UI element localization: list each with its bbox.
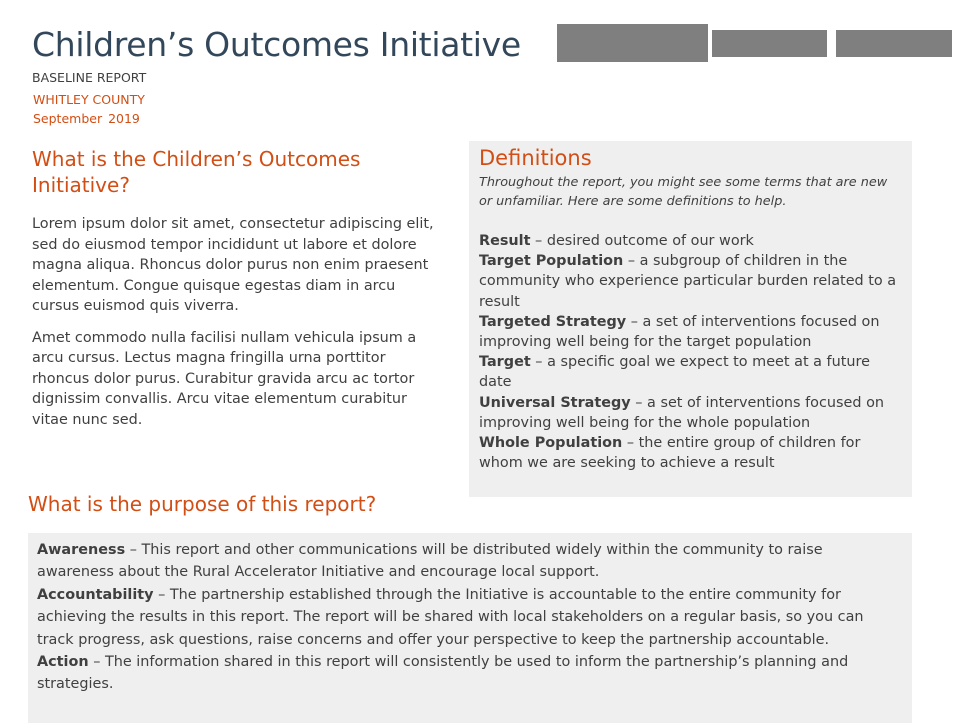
purpose-desc: – The information shared in this report will consistently be used to inform the partnership’s planning and strategies. <box>37 654 849 693</box>
definition-item <box>479 231 902 251</box>
definition-term: Targeted Strategy <box>479 313 627 330</box>
header-tab-3[interactable] <box>836 30 952 57</box>
definition-item <box>479 393 902 433</box>
purpose-term: Awareness <box>37 542 126 558</box>
definition-term: Result <box>479 233 531 249</box>
purpose-heading: What is the purpose of this report? <box>28 492 377 516</box>
definition-desc: – a specific goal we expect to meet at a future date <box>479 354 870 391</box>
intro-body <box>32 214 437 441</box>
intro-paragraph: Amet commodo nulla facilisi nullam vehicula ipsum a arcu cursus. Lectus magna fringilla urna porttitor rhoncus dolor purus. Curabitur gravida arcu ac tortor dignissim convallis. Arcu vitae elementum curabitur vitae nunc sed. <box>32 329 417 428</box>
report-title: Children’s Outcomes Initiative <box>32 25 521 64</box>
definition-desc: – a set of interventions focused on improving well being for the target population <box>479 313 880 351</box>
purpose-panel <box>28 533 912 723</box>
definitions-panel <box>469 141 912 497</box>
purpose-term: Action <box>37 654 89 671</box>
definition-term: Target Population <box>479 253 624 270</box>
intro-paragraph: Lorem ipsum dolor sit amet, consectetur adipiscing elit, sed do eiusmod tempor incididunt ut labore et dolore magna aliqua. Rhoncus dolor purus non enim praesent elementum. Congue quisque egestas diam in arcu cursus euismod quis viverra. <box>32 216 434 314</box>
report-date: September 2019 <box>33 111 140 126</box>
intro-heading: What is the Children’s Outcomes Initiative? <box>32 147 361 197</box>
definition-desc: – the entire group of children for whom we are seeking to achieve a result <box>479 435 861 472</box>
definition-item <box>479 433 902 473</box>
header-tab-2[interactable] <box>712 30 827 57</box>
definition-item <box>479 251 902 312</box>
purpose-item <box>37 539 903 584</box>
definition-desc: – desired outcome of our work <box>530 233 754 249</box>
definition-item <box>479 352 902 392</box>
definition-item <box>479 312 902 352</box>
purpose-desc: – This report and other communications will be distributed widely within the community to raise awareness about the Rural Accelerator Initiative and encourage local support. <box>37 542 823 581</box>
purpose-term: Accountability <box>37 586 154 603</box>
definition-term: Universal Strategy <box>479 394 631 411</box>
definitions-title: Definitions <box>479 146 592 170</box>
header-tab-1[interactable] <box>557 24 708 62</box>
purpose-desc: – The partnership established through the Initiative is accountable to the entire community for achieving the results in this report. The report will be shared with local stakeholders on a regular basis, so you can track progress, ask questions, raise concerns and offer your perspective to keep the partnership accountable. <box>37 586 864 648</box>
definition-desc: – a set of interventions focused on improving well being for the whole population <box>479 394 885 431</box>
definition-desc: – a subgroup of children in the community who experience particular burden related to a result <box>479 253 897 310</box>
definitions-list <box>479 231 902 473</box>
definitions-intro: Throughout the report, you might see some terms that are new or unfamiliar. Here are some definitions to help. <box>479 175 888 209</box>
report-subtitle: BASELINE REPORT <box>32 70 147 85</box>
purpose-item <box>37 584 903 651</box>
county-name: WHITLEY COUNTY <box>33 92 145 107</box>
definition-term: Whole Population <box>479 435 623 452</box>
definition-term: Target <box>479 354 531 371</box>
purpose-item <box>37 651 903 696</box>
